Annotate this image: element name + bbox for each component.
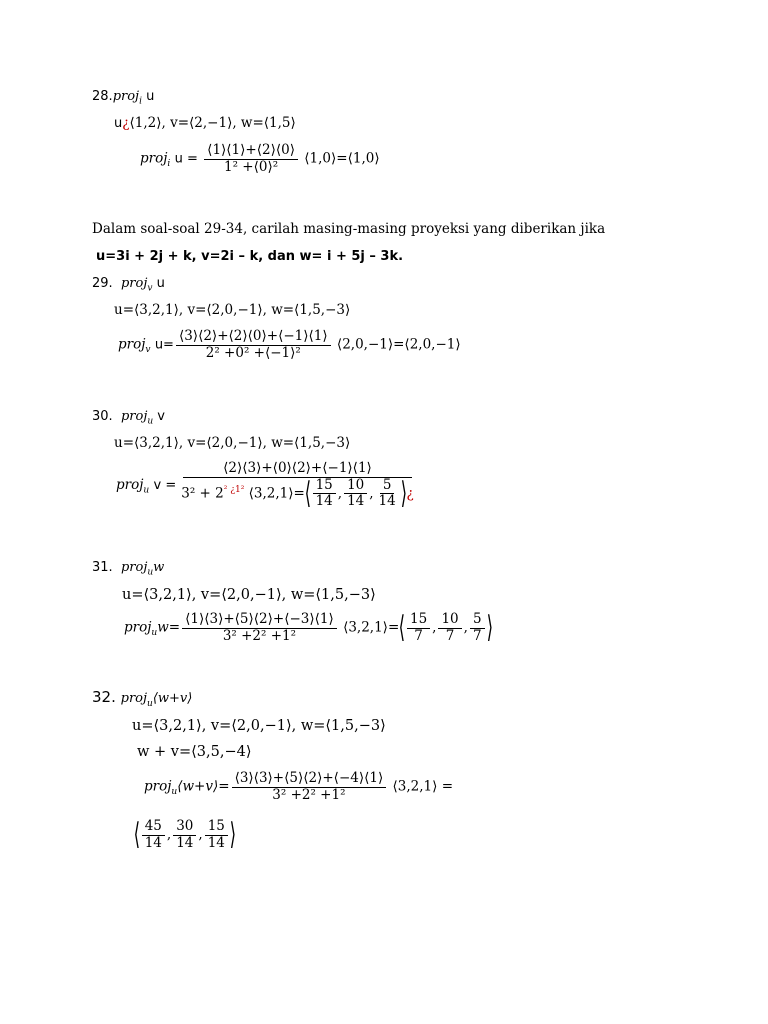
- problem-30-formula: proj$_u$ v = ⟨2⟩⟨3⟩+⟨0⟩⟨2⟩+⟨−1⟩⟨1⟩ $3^2 + 2^{^2 ¿1^2}$ ⟨3,2,1⟩=⟨ $\frac{15}{14}$ , $\frac{10}{14}$ , $\frac{5}{14}$ ⟩¿: [116, 462, 419, 509]
- fraction: ⟨2⟩⟨3⟩+⟨0⟩⟨2⟩+⟨−1⟩⟨1⟩ $3^2 + 2^{^2 ¿1^2}$ ⟨3,2,1⟩=⟨ $\frac{15}{14}$ , $\frac{10}{14}$ , $\frac{5}{14}$ ⟩¿: [181, 460, 414, 511]
- fraction: $\frac{15}{14}$: [205, 820, 228, 850]
- problem-32-heading: 32. proj$_u$⟨w+v⟩: [92, 688, 193, 709]
- problem-31-given: u=⟨3,2,1⟩, v=⟨2,0,−1⟩, w=⟨1,5,−3⟩: [122, 587, 376, 603]
- intro-vectors: u=3i + 2j + k, v=2i – k, dan w= i + 5j – 3k.: [96, 249, 404, 264]
- problem-31-heading: 31. proj$_u$w: [92, 560, 165, 578]
- problem-28-formula: proj$_i$ u = $\frac{⟨1⟩⟨1⟩+⟨2⟩⟨0⟩}{\text{1² +⟨0⟩²}}$ ⟨1,0⟩=⟨1,0⟩: [140, 142, 380, 175]
- fraction: $\frac{⟨3⟩⟨3⟩+⟨5⟩⟨2⟩+⟨-4⟩⟨1⟩}{\text{3² +2² +1²}}$: [232, 772, 387, 802]
- fraction: $\frac{⟨3⟩⟨2⟩+⟨2⟩⟨0⟩+⟨-1⟩⟨1⟩}{\text{2² +0² +⟨−1⟩²}}$: [176, 330, 331, 360]
- fraction: $\frac{⟨1⟩⟨3⟩+⟨5⟩⟨2⟩+⟨-3⟩⟨1⟩}{\text{3² +2² +1²}}$: [182, 613, 337, 643]
- problem-31-formula: proj$_u$w= $\frac{⟨1⟩⟨3⟩+⟨5⟩⟨2⟩+⟨-3⟩⟨1⟩}{\text{3² +2² +1²}}$ ⟨3,2,1⟩=⟨ $\frac{15}{7}$ , $\frac{10}{7}$ , $\frac{5}{7}$ ⟩: [124, 610, 493, 645]
- problem-32-formula: proj$_u$⟨w+v⟩= $\frac{⟨3⟩⟨3⟩+⟨5⟩⟨2⟩+⟨-4⟩⟨1⟩}{\text{3² +2² +1²}}$ ⟨3,2,1⟩ =: [144, 770, 454, 803]
- problem-29-given: u=⟨3,2,1⟩, v=⟨2,0,−1⟩, w=⟨1,5,−3⟩: [114, 302, 351, 318]
- fraction: $\frac{30}{14}$: [173, 820, 196, 850]
- fraction: $\frac{15}{7}$: [407, 613, 430, 643]
- fraction: $\frac{15}{14}$: [313, 479, 336, 509]
- problem-28-heading: 28.proj$_i$ u: [92, 89, 155, 107]
- fraction: $\frac{5}{7}$: [470, 613, 485, 643]
- problem-32-given: u=⟨3,2,1⟩, v=⟨2,0,−1⟩, w=⟨1,5,−3⟩: [132, 718, 386, 734]
- problem-29-heading: 29. proj$_v$ u: [92, 276, 165, 294]
- fraction: $\frac{45}{14}$: [142, 820, 165, 850]
- fraction: $\frac{⟨1⟩⟨1⟩+⟨2⟩⟨0⟩}{\text{1² +⟨0⟩²}}$: [204, 144, 298, 174]
- problem-32-result: ⟨ $\frac{45}{14}$ , $\frac{30}{14}$ , $\frac{15}{14}$ ⟩: [133, 817, 236, 852]
- fraction: $\frac{5}{14}$: [378, 476, 396, 509]
- fraction: $\frac{10}{7}$: [438, 613, 461, 643]
- intro-text: Dalam soal-soal 29-34, carilah masing-masing proyeksi yang diberikan jika: [92, 221, 606, 237]
- problem-29-formula: proj$_v$ u= $\frac{⟨3⟩⟨2⟩+⟨2⟩⟨0⟩+⟨-1⟩⟨1⟩}{\text{2² +0² +⟨−1⟩²}}$ ⟨2,0,−1⟩=⟨2,0,−1⟩: [118, 328, 461, 361]
- problem-32-sum: w + v=⟨3,5,−4⟩: [137, 744, 252, 760]
- problem-28-given: u¿⟨1,2⟩, v=⟨2,−1⟩, w=⟨1,5⟩: [114, 115, 296, 131]
- fraction: $\frac{10}{14}$: [344, 479, 367, 509]
- problem-30-given: u=⟨3,2,1⟩, v=⟨2,0,−1⟩, w=⟨1,5,−3⟩: [114, 435, 351, 451]
- problem-30-heading: 30. proj$_u$ v: [92, 409, 165, 427]
